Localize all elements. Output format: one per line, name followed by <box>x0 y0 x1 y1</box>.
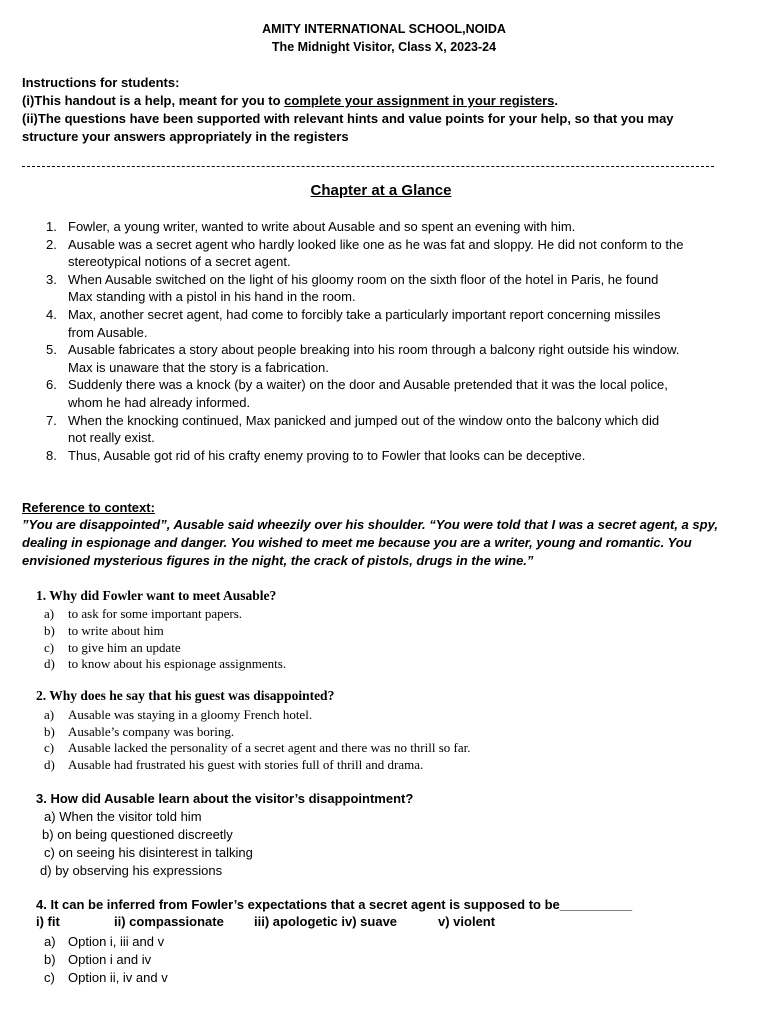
instructions-heading: Instructions for students: <box>22 75 180 90</box>
reference-title: Reference to context: <box>22 500 155 515</box>
q3-option-c: c) on seeing his disinterest in talking <box>44 845 253 860</box>
glance-item <box>22 341 742 376</box>
q4-option-a: a) Option i, iii and v <box>44 934 165 949</box>
instruction-1-underlined: complete your assignment in your registers <box>284 93 555 108</box>
glance-item-number: 3. <box>46 271 57 287</box>
glance-item-number: 5. <box>46 342 57 358</box>
instruction-1 <box>22 92 558 110</box>
glance-item-line: whom he had already informed. <box>68 394 251 410</box>
reference-line: dealing in espionage and danger. You wished to meet me because you are a writer, young and romantic. You <box>22 535 692 550</box>
q4-option-c: c) Option ii, iv and v <box>44 970 168 985</box>
glance-item-line: Thus, Ausable got rid of his crafty enemy proving to to Fowler that looks can be deceptive. <box>68 447 586 463</box>
glance-item-line: Ausable fabricates a story about people breaking into his room through a balcony right outside his window. <box>68 342 680 358</box>
glance-item-line: Max is unaware that the story is a fabrication. <box>68 359 329 375</box>
glance-item-line: from Ausable. <box>68 324 148 340</box>
glance-item-line: When the knocking continued, Max panicked and jumped out of the window onto the balcony which did <box>68 412 660 428</box>
reference-line: envisioned mysterious figures in the night, the crack of pistols, drugs in the wine.” <box>22 553 534 568</box>
q1-option-b: b) to write about him <box>44 623 164 638</box>
glance-item-line: Fowler, a young writer, wanted to write about Ausable and so spent an evening with him. <box>68 219 576 234</box>
school-name: AMITY INTERNATIONAL SCHOOL,NOIDA <box>262 22 506 36</box>
glance-item <box>22 271 742 306</box>
glance-item-number: 2. <box>46 236 57 252</box>
q2-option-b: b) Ausable’s company was boring. <box>44 724 235 739</box>
glance-item <box>22 218 742 236</box>
q1-option-c: c) to give him an update <box>44 640 181 655</box>
glance-item-number: 1. <box>46 219 57 234</box>
q3-option-a: a) When the visitor told him <box>44 809 202 824</box>
instruction-1-prefix: (i)This handout is a help, meant for you to <box>22 93 285 108</box>
glance-item <box>22 236 742 271</box>
q4-choice-2: ii) compassionate <box>114 914 224 929</box>
glance-item-line: Suddenly there was a knock (by a waiter) on the door and Ausable pretended that it was the local police, <box>68 377 668 393</box>
glance-item-line: stereotypical notions of a secret agent. <box>68 254 291 270</box>
question-2: 2. Why does he say that his guest was disappointed? <box>36 688 335 703</box>
glance-item-line: Max standing with a pistol in his hand in the room. <box>68 289 356 305</box>
glance-item-number: 8. <box>46 447 57 463</box>
glance-item <box>22 376 742 411</box>
q3-option-b: b) on being questioned discreetly <box>42 827 233 842</box>
glance-item <box>22 306 742 341</box>
section-divider <box>22 166 714 167</box>
instruction-2b: structure your answers appropriately in the registers <box>22 129 349 144</box>
q4-choice-3: iii) apologetic iv) suave <box>254 914 398 929</box>
q4-choices <box>36 914 495 929</box>
glance-item <box>22 412 742 447</box>
question-3: 3. How did Ausable learn about the visitor’s disappointment? <box>36 791 414 806</box>
chapter-glance-list <box>22 218 742 464</box>
q1-option-d: d) to know about his espionage assignments. <box>44 656 287 671</box>
glance-item-number: 4. <box>46 306 57 322</box>
reference-passage <box>22 516 738 570</box>
question-4: 4. It can be inferred from Fowler’s expectations that a secret agent is supposed to be__________ <box>36 897 633 912</box>
q2-option-c: c) Ausable lacked the personality of a secret agent and there was no thrill so far. <box>44 740 471 755</box>
chapter-glance-title: Chapter at a Glance <box>310 182 452 199</box>
instruction-2a: (ii)The questions have been supported with relevant hints and value points for your help, so that you may <box>22 111 674 126</box>
glance-item-number: 7. <box>46 412 57 428</box>
glance-item <box>22 447 742 465</box>
glance-item-line: When Ausable switched on the light of his gloomy room on the sixth floor of the hotel in Paris, he found <box>68 271 659 287</box>
glance-item-number: 6. <box>46 377 57 393</box>
instruction-1-suffix: . <box>554 93 558 108</box>
q3-option-d: d) by observing his expressions <box>40 863 223 878</box>
q1-option-a: a) to ask for some important papers. <box>44 606 243 621</box>
glance-item-line: Ausable was a secret agent who hardly looked like one as he was fat and sloppy. He did not conform to the <box>68 236 684 252</box>
q4-choice-1: i) fit <box>36 914 60 929</box>
q4-option-b: b) Option i and iv <box>44 952 152 967</box>
handout-subtitle: The Midnight Visitor, Class X, 2023-24 <box>271 40 497 54</box>
q2-option-d: d) Ausable had frustrated his guest with stories full of thrill and drama. <box>44 757 424 772</box>
glance-item-line: Max, another secret agent, had come to forcibly take a particularly important report concerning missiles <box>68 306 661 322</box>
reference-line: ”You are disappointed”, Ausable said wheezily over his shoulder. “You were told that I was a secret agent, a spy, <box>22 517 718 532</box>
q2-option-a: a) Ausable was staying in a gloomy French hotel. <box>44 707 313 722</box>
glance-item-line: not really exist. <box>68 430 155 446</box>
question-1: 1. Why did Fowler want to meet Ausable? <box>36 588 277 603</box>
q4-choice-4: v) violent <box>438 914 496 929</box>
